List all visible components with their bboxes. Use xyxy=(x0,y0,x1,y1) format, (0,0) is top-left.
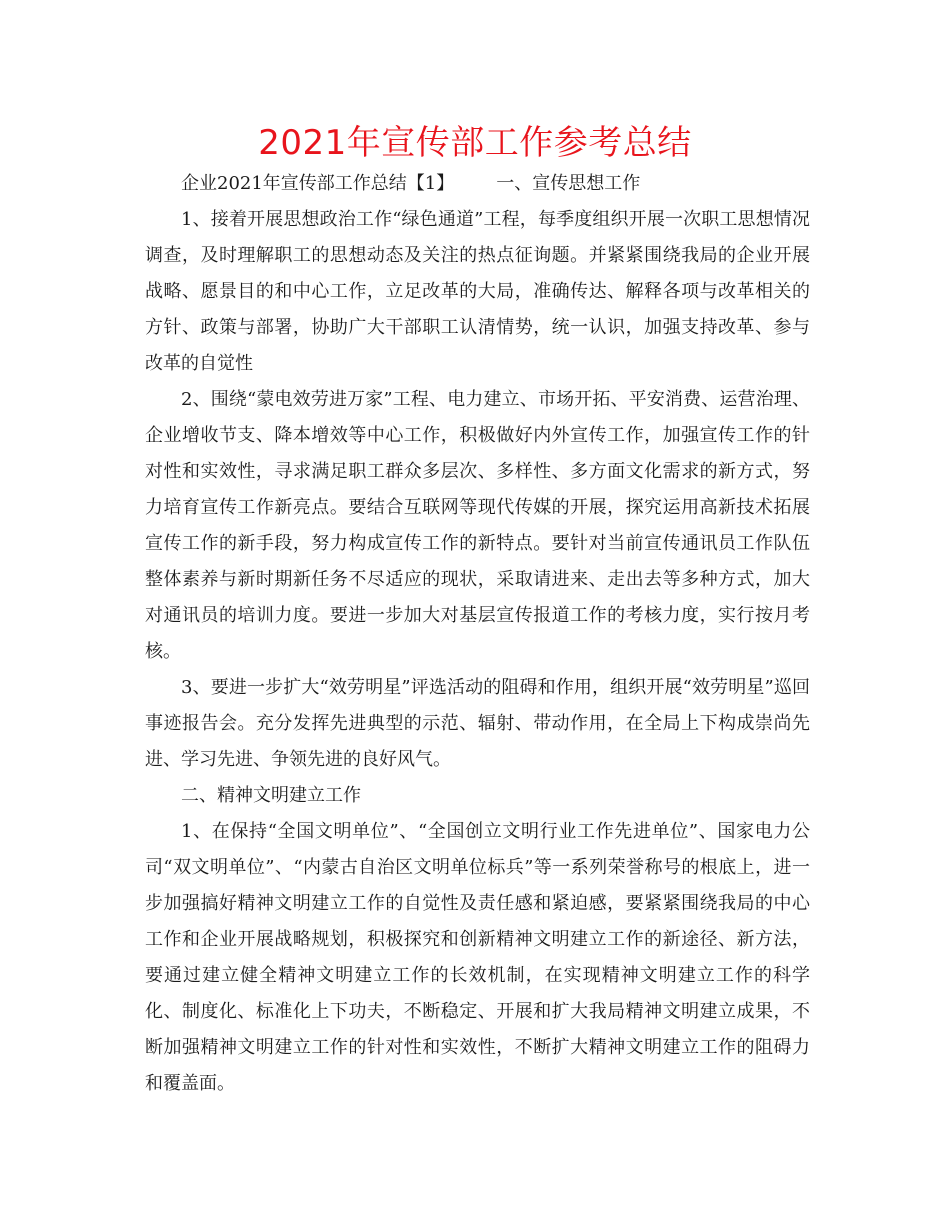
paragraph-4: 1、在保持“全国文明单位”、“全国创立文明行业工作先进单位”、国家电力公司“双文明单位”、“内蒙古自治区文明单位标兵”等一系列荣誉称号的根底上，进一步加强搞好精神文明建立工作的自觉性及责任感和紧迫感，要紧紧围绕我局的中心工作和企业开展战略规划，积极探究和创新精神文明建立工作的新途径、新方法，要通过建立健全精神文明建立工作的长效机制，在实现精神文明建立工作的科学化、制度化、标准化上下功夫，不断稳定、开展和扩大我局精神文明建立成果，不断加强精神文明建立工作的针对性和实效性，不断扩大精神文明建立工作的阻碍力和覆盖面。 xyxy=(145,821,810,1094)
lead-left-text: 企业2021年宣传部工作总结【1】 xyxy=(181,173,455,194)
lead-line xyxy=(145,166,810,202)
section-heading-civilization: 二、精神文明建立工作 xyxy=(181,785,361,806)
paragraph-3: 3、要进一步扩大“效劳明星”评选活动的阻碍和作用，组织开展“效劳明星”巡回事迹报告会。充分发挥先进典型的示范、辐射、带动作用，在全局上下构成崇尚先进、学习先进、争领先进的良好风气。 xyxy=(145,677,810,770)
document-title: 2021年宣传部工作参考总结 xyxy=(258,123,692,163)
section-heading-propaganda: 一、宣传思想工作 xyxy=(496,173,641,194)
document-body xyxy=(145,166,810,1102)
paragraph-2: 2、围绕“蒙电效劳进万家”工程、电力建立、市场开拓、平安消费、运营治理、企业增收节支、降本增效等中心工作，积极做好内外宣传工作，加强宣传工作的针对性和实效性，寻求满足职工群众多层次、多样性、多方面文化需求的新方式，努力培育宣传工作新亮点。要结合互联网等现代传媒的开展，探究运用高新技术拓展宣传工作的新手段，努力构成宣传工作的新特点。要针对当前宣传通讯员工作队伍整体素养与新时期新任务不尽适应的现状，采取请进来、走出去等多种方式，加大对通讯员的培训力度。要进一步加大对基层宣传报道工作的考核力度，实行按月考核。 xyxy=(145,389,810,662)
paragraph-1: 1、接着开展思想政治工作“绿色通道”工程，每季度组织开展一次职工思想情况调查，及时理解职工的思想动态及关注的热点征询题。并紧紧围绕我局的企业开展战略、愿景目的和中心工作，立足改革的大局，准确传达、解释各项与改革相关的方针、政策与部署，协助广大干部职工认清情势，统一认识，加强支持改革、参与改革的自觉性 xyxy=(145,209,810,374)
